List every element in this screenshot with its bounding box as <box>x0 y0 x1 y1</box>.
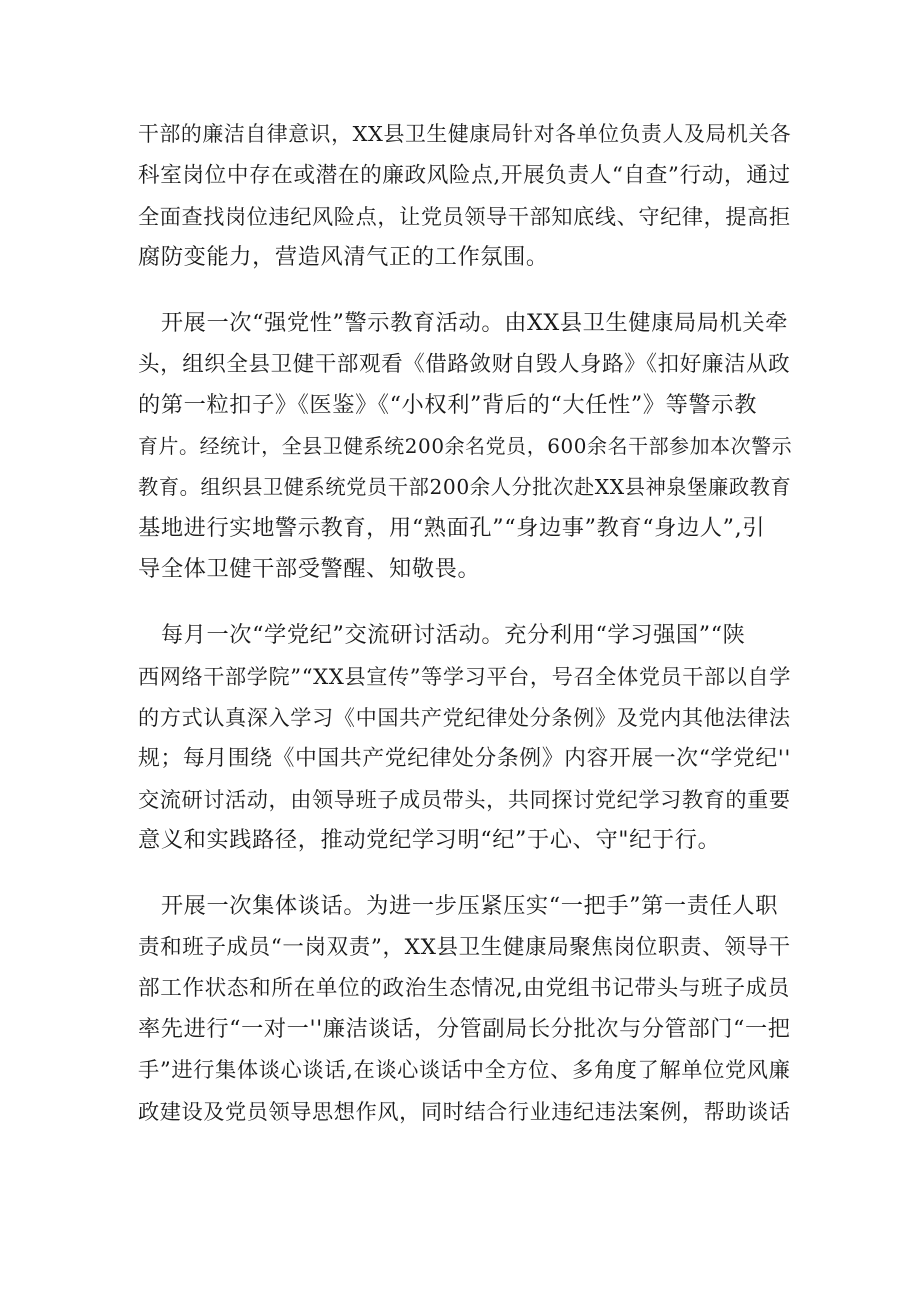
text-line: 率先进行“一对一''廉洁谈话，分管副局长分批次与分管部门“一把 <box>138 1016 791 1042</box>
text-line: 头，组织全县卫健干部观看《借路敛财自毁人身路》《扣好廉洁从政 <box>138 352 791 377</box>
paragraph-spacer <box>138 278 798 303</box>
paragraph-self-check <box>138 114 798 278</box>
paragraph-collective-talk <box>138 886 798 1132</box>
paragraph-warning-education <box>138 303 798 590</box>
text-line: 规；每月围绕《中国共产党纪律处分条例》内容开展一次“学党纪'' <box>138 746 791 771</box>
text-line: 科室岗位中存在或潜在的廉政风险点,开展负责人“自查”行动，通过 <box>138 163 791 188</box>
text-line: 的方式认真深入学习《中国共产党纪律处分条例》及党内其他法律法 <box>138 705 791 730</box>
text-line: 每月一次“学党纪”交流研讨活动。充分利用“学习强国”“陕 <box>138 622 746 648</box>
paragraph-spacer <box>138 590 798 615</box>
text-line: 育片。经统计，全县卫健系统200余名党员，600余名干部参加本次警示 <box>138 435 793 458</box>
text-line: 教育。组织县卫健系统党员干部200余人分批次赴XX县神泉堡廉政教育 <box>138 475 792 499</box>
text-line: 责和班子成员“一岗双责”，XX县卫生健康局聚焦岗位职责、领导干 <box>138 935 791 960</box>
text-line: 西网络干部学院”“XX县宣传”等学习平台，号召全体党员干部以自学 <box>138 664 791 689</box>
text-line: 导全体卫健干部受警醒、知敬畏。 <box>138 556 481 582</box>
text-line: 交流研讨活动，由领导班子成员带头，共同探讨党纪学习教育的重要 <box>138 787 791 812</box>
paragraph-spacer <box>138 861 798 886</box>
text-line: 全面查找岗位违纪风险点，让党员领导干部知底线、守纪律，提高拒 <box>138 204 791 229</box>
text-line: 开展一次“强党性”警示教育活动。由XX县卫生健康局局机关牵 <box>138 310 789 336</box>
text-line: 意义和实践路径，推动党纪学习明“纪”于心、守"纪于行。 <box>138 827 721 853</box>
text-line: 开展一次集体谈话。为进一步压紧压实“一把手”第一责任人职 <box>138 893 779 919</box>
text-line: 政建设及党员领导思想作风，同时结合行业违纪违法案例，帮助谈话 <box>138 1099 791 1124</box>
text-line: 的第一粒扣子》《医鉴》《“小权利”背后的“大任性”》等警示教 <box>138 392 757 418</box>
text-line: 干部的廉洁自律意识，XX县卫生健康局针对各单位负责人及局机关各 <box>138 122 792 146</box>
text-line: 腐防变能力，营造风清气正的工作氛围。 <box>138 244 549 270</box>
text-line: 手”进行集体谈心谈话,在谈心谈话中全方位、多角度了解单位党风廉 <box>138 1058 791 1083</box>
text-line: 部工作状态和所在单位的政治生态情况,由党组书记带头与班子成员 <box>138 976 790 1001</box>
text-line: 基地进行实地警示教育，用“熟面孔”“身边事”教育“身边人”,引 <box>138 515 766 541</box>
document-body <box>138 114 798 1132</box>
paragraph-study-discipline <box>138 615 798 861</box>
